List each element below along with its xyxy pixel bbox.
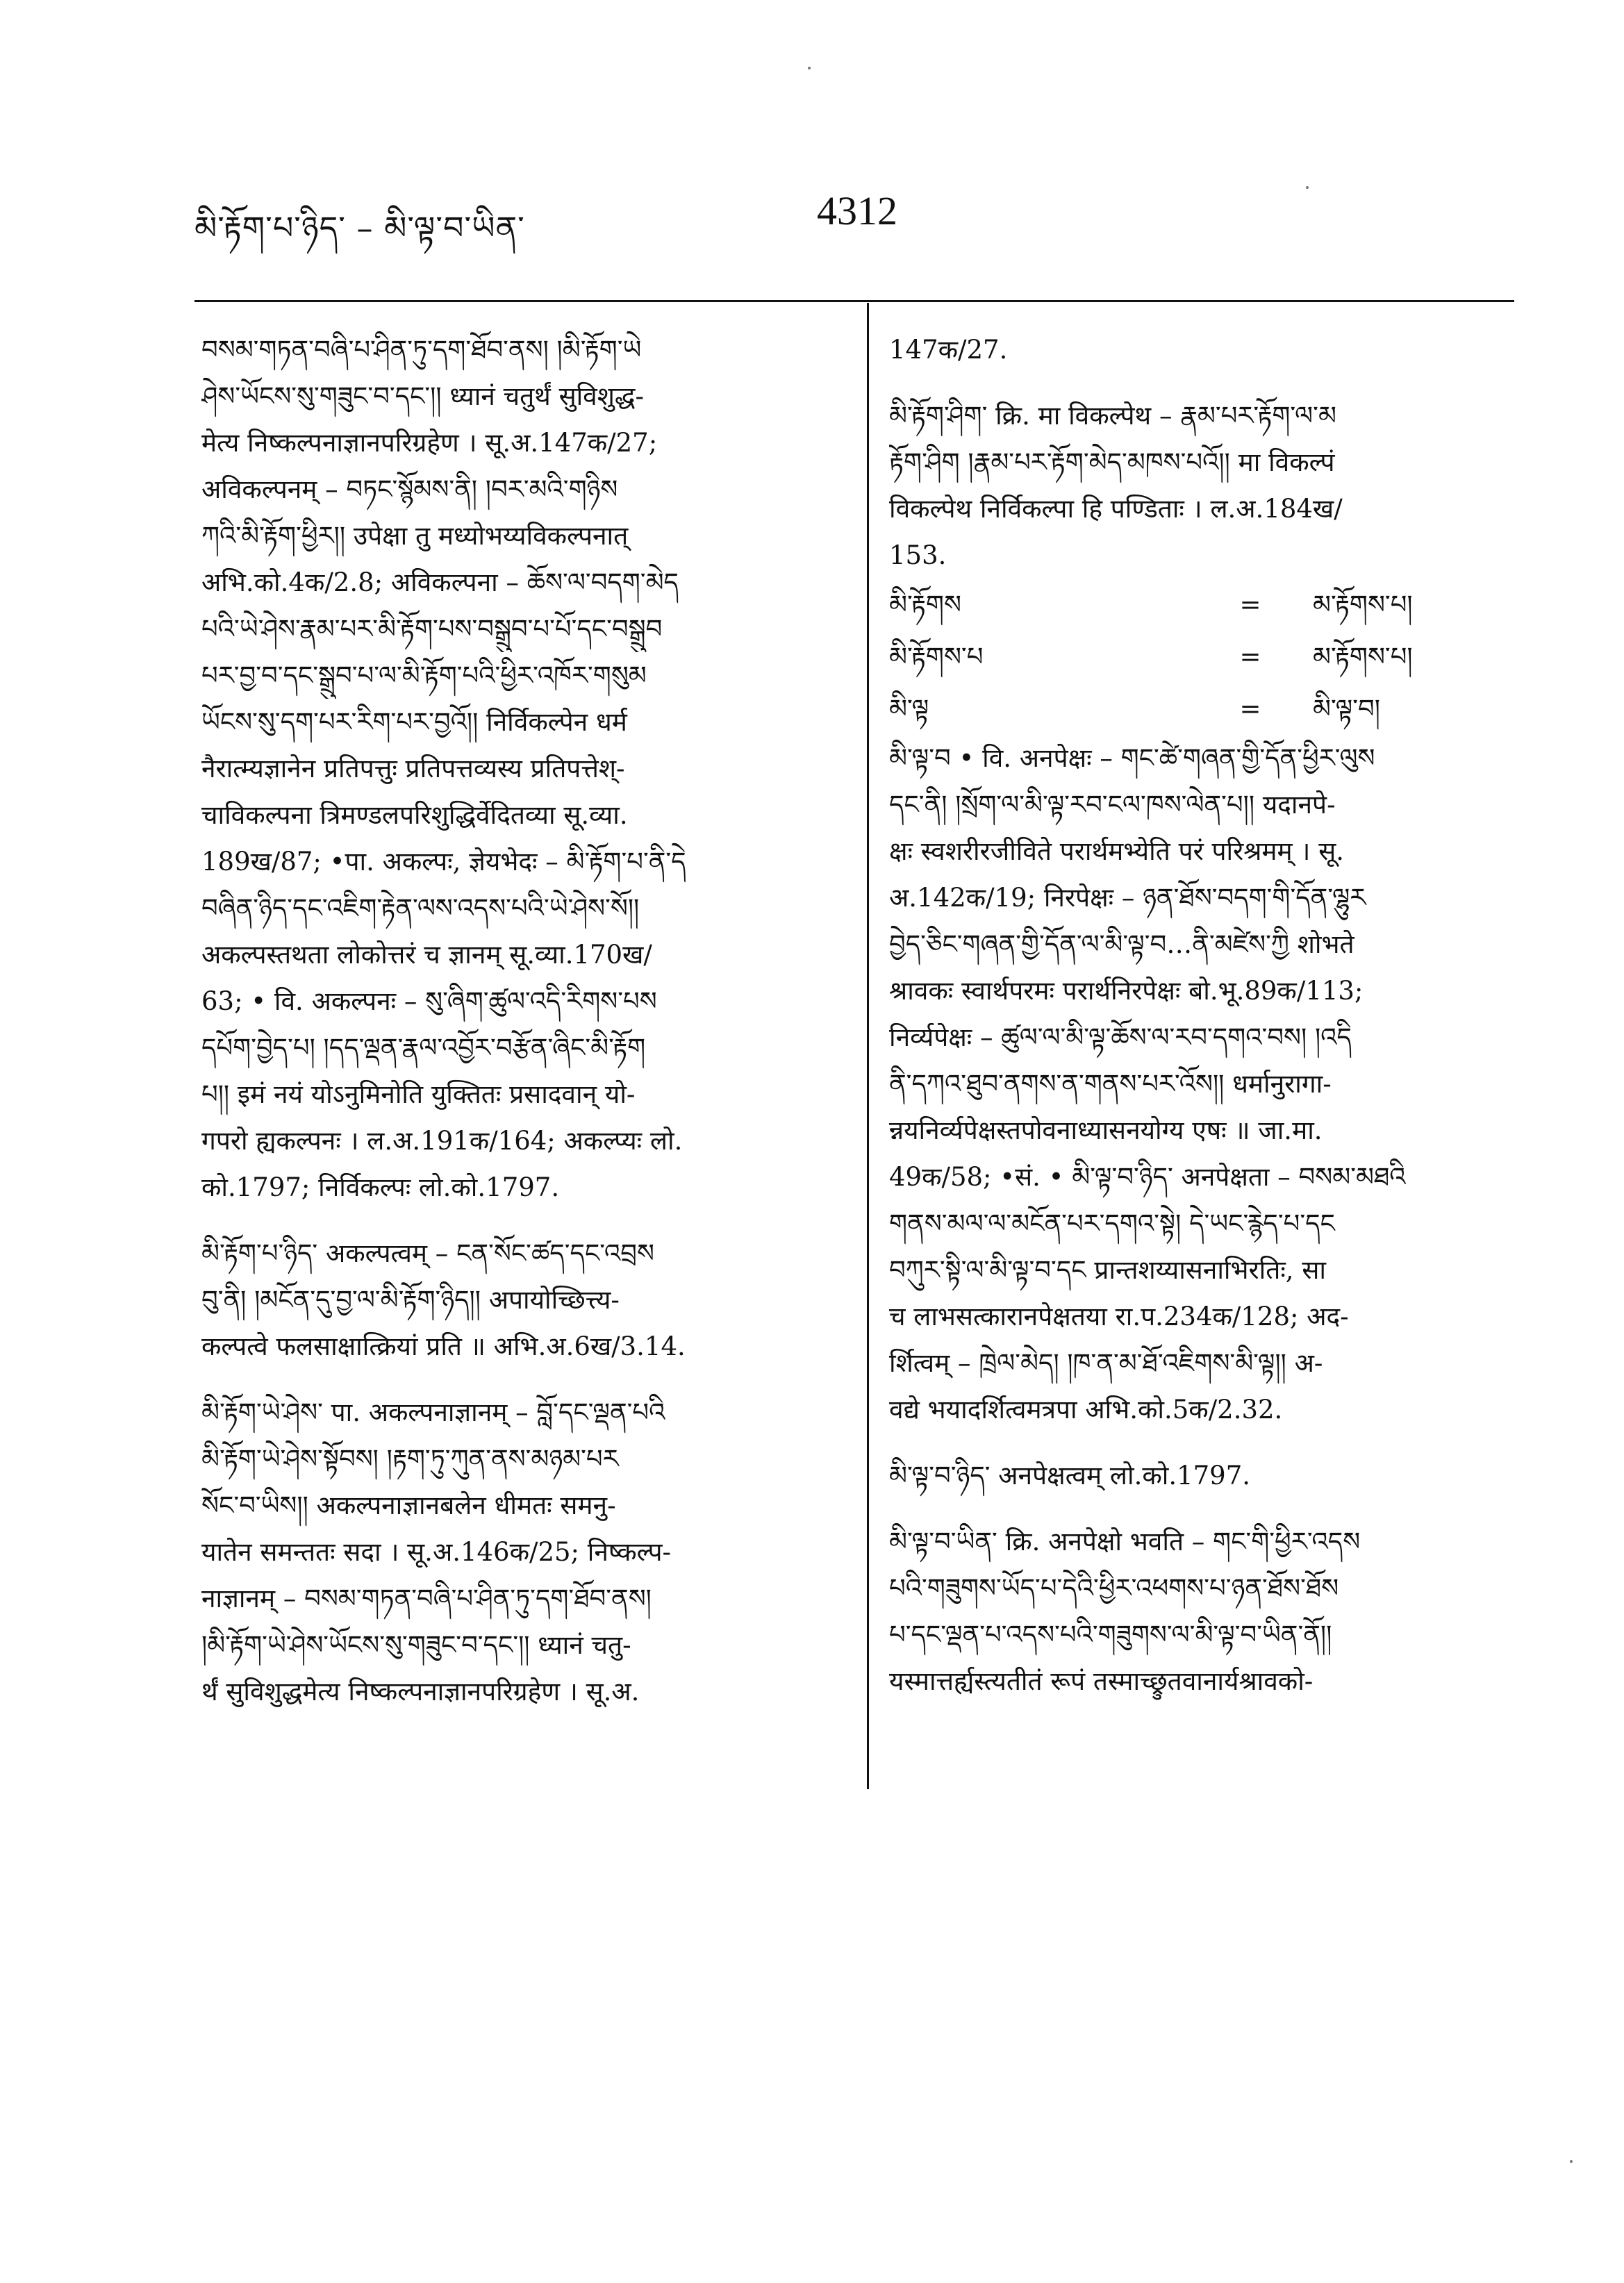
header-rule: [194, 300, 1514, 302]
cross-reference-list: [889, 579, 1514, 735]
text-line: མི་ལྟ་བ་ཡིན་ क्रि. अनपेक्षो भवति – གང་གི་ཕྱིར་འདས: [889, 1527, 1361, 1556]
cross-reference-row: [889, 631, 1514, 683]
text-line: མི་ལྟ་བ་ཉིད་ अनपेक्षत्वम् लो.को.1797.: [889, 1461, 1251, 1491]
right-column: [889, 326, 1514, 1704]
text-line: यातेन समन्ततः सदा । सू.अ.146क/25; निष्कल्प-: [201, 1537, 672, 1567]
text-line: དཔོག་བྱེད་པ། །དད་ལྡན་རྣལ་འབྱོར་བརྩོན་ཞིང་མི་རྟོག: [201, 1033, 646, 1063]
text-line: སོང་བ་ཡིས།། अकल्पनाज्ञानबलेन धीमतः समनु-: [201, 1491, 616, 1520]
right-column-bottom: [889, 735, 1514, 1704]
cross-reference-row: [889, 683, 1514, 735]
xref-term: མི་རྟོགས: [889, 590, 961, 620]
text-line: 147क/27.: [889, 335, 1008, 365]
page-header: [194, 188, 1514, 247]
xref-equals: =: [1239, 642, 1261, 672]
xref-term: མི་རྟོགས་པ: [889, 642, 984, 672]
page-number: 4312: [817, 188, 897, 233]
text-line: བཞིན་ཉིད་དང་འཇིག་རྟེན་ལས་འདས་པའི་ཡེ་ཤེས་སོ།།: [201, 893, 640, 923]
text-line: निर्व्यपेक्षः – ཚུལ་ལ་མི་ལྟ་ཆོས་ལ་རབ་དགའ་བས། །འདི: [889, 1022, 1352, 1052]
text-line: ཡོངས་སུ་དག་པར་རིག་པར་བྱའོ།། निर्विकल्पेन धर्म: [201, 707, 627, 737]
text-line: को.1797; निर्विकल्पः लो.को.1797.: [201, 1172, 560, 1202]
xref-equals: =: [1239, 590, 1261, 620]
text-line: नैरात्म्यज्ञानेन प्रतिपत्तुः प्रतिपत्तव्यस्य प्रतिपत्तेश्-: [201, 754, 625, 783]
text-line: मेत्य निष्कल्पनाज्ञानपरिग्रहेण । सू.अ.147क/27;: [201, 428, 658, 458]
text-line: यस्मात्तर्ह्यस्त्यतीतं रूपं तस्माच्छ्रुतवानार्यश्रावको-: [889, 1666, 1314, 1696]
text-line: བཀུར་སྟི་ལ་མི་ལྟ་བ་དང प्रान्तशय्यासनाभिरतिः, सा: [889, 1255, 1326, 1285]
text-line: 153.: [889, 540, 947, 570]
text-line: 49क/58; •सं. • མི་ལྟ་བ་ཉིད་ अनपेक्षता – བསམ་མཐའི: [889, 1162, 1406, 1192]
text-line: བསམ་གཏན་བཞི་པ་ཤིན་ཏུ་དག་ཐོབ་ནས། །མི་རྟོག་ཡེ: [201, 335, 642, 365]
entry-gap: [889, 1433, 1514, 1452]
text-line: གནས་མལ་ལ་མངོན་པར་དགའ་སྟེ། དེ་ཡང་རྙེད་པ་དང: [889, 1209, 1335, 1238]
text-line: པའི་གཟུགས་ཡོད་པ་དེའི་ཕྱིར་འཕགས་པ་ཉན་ཐོས་ཐོས: [889, 1573, 1339, 1603]
text-line: བྱེད་ཅིང་གཞན་གྱི་དོན་ལ་མི་ལྟ་བ…ནི་མཛེས་ཀྱི शोभते: [889, 929, 1354, 959]
text-line: नाज्ञानम् – བསམ་གཏན་བཞི་པ་ཤིན་ཏུ་དག་ཐོབ་ནས།: [201, 1584, 652, 1613]
scan-speck: [1306, 186, 1309, 189]
text-line: ཤེས་ཡོངས་སུ་གཟུང་བ་དང་།། ध्यानं चतुर्थं सुविशुद्ध-: [201, 381, 644, 411]
text-line: མི་རྟོག་ཤིག་ क्रि. मा विकल्पेथ – རྣམ་པར་རྟོག་ལ་མ: [889, 401, 1336, 431]
text-line: མི་རྟོག་ཡེ་ཤེས་སྟོབས། །རྟག་ཏུ་ཀུན་ནས་མཉམ་པར: [201, 1444, 619, 1474]
right-column-top: [889, 326, 1514, 579]
text-line: क्षः स्वशरीरजीविते परार्थमभ्येति परं परिश्रमम् । सू.: [889, 836, 1344, 866]
text-line: ནི་དཀའ་ཐུབ་ནགས་ན་གནས་པར་འོས།། धर्मानुरागा-: [889, 1069, 1332, 1099]
text-line: अकल्पस्तथता लोकोत्तरं च ज्ञानम् सू.व्या.170ख/: [201, 940, 652, 970]
entry-gap: [201, 1211, 840, 1230]
text-line: དང་ནི། །སྲོག་ལ་མི་ལྟ་རབ་ངལ་ཁས་ལེན་པ།། यदानपे-: [889, 790, 1336, 820]
xref-term: མི་ལྟ: [889, 694, 929, 724]
text-line: चाविकल्पना त्रिमण्डलपरिशुद्धिर्वेदितव्या सू.व्या.: [201, 800, 628, 830]
xref-target: མི་ལྟ་བ།: [1313, 694, 1380, 724]
text-line: མི་ལྟ་བ • वि. अनपेक्षः – གང་ཚེ་གཞན་གྱི་དོན་ཕྱིར་ལུས: [889, 743, 1375, 773]
scan-speck: [1570, 2160, 1573, 2163]
text-line: न्नयनिर्व्यपेक्षस्तपोवनाध्यासनयोग्य एषः ॥ जा.मा.: [889, 1115, 1323, 1145]
running-head: མི་རྟོག་པ་ཉིད་ – མི་ལྟ་བ་ཡིན་: [194, 209, 525, 247]
text-line: अभि.को.4क/2.8; अविकल्पना – ཆོས་ལ་བདག་མེད: [201, 567, 679, 597]
xref-target: མ་རྟོགས་པ།: [1313, 590, 1413, 620]
cross-reference-row: [889, 579, 1514, 631]
text-line: མི་རྟོག་པ་ཉིད་ अकल्पत्वम् – ངན་སོང་ཚད་དང་འབྲས: [201, 1238, 654, 1268]
text-line: विकल्पेथ निर्विकल्पा हि पण्डिताः । ल.अ.184ख/: [889, 494, 1343, 524]
xref-target: མ་རྟོགས་པ།: [1313, 642, 1413, 672]
scan-speck: [808, 67, 811, 69]
column-divider: [867, 303, 869, 1789]
text-line: པའི་ཡེ་ཤེས་རྣམ་པར་མི་རྟོག་པས་བསྒྲུབ་པ་པོ་དང་བསྒྲུབ: [201, 614, 663, 644]
text-line: པ་དང་ལྡན་པ་འདས་པའི་གཟུགས་ལ་མི་ལྟ་བ་ཡིན་ནོ།།: [889, 1620, 1332, 1650]
text-line: अ.142क/19; निरपेक्षः – ཉན་ཐོས་བདག་གི་དོན་ལྷུར: [889, 883, 1366, 913]
text-line: र्शित्वम् – ཁྲེལ་མེད། །ཁ་ན་མ་ཐོ་འཇིགས་མི་ལྟ།། अ-: [889, 1348, 1323, 1378]
text-line: गपरो ह्यकल्पनः । ल.अ.191क/164; अकल्प्यः लो.: [201, 1126, 683, 1156]
text-line: 189ख/87; •पा. अकल्पः, ज्ञेयभेदः – མི་རྟོག་པ་ནི་དེ: [201, 847, 686, 877]
text-line: བུ་ནི། །མངོན་དུ་བྱ་ལ་མི་རྟོག་ཉིད།། अपायोच्छित्त्य-: [201, 1285, 620, 1315]
xref-equals: =: [1239, 694, 1261, 724]
text-line: རྟོག་ཤིག །རྣམ་པར་རྟོག་མེད་མཁས་པའོ།། मा विकल्पं: [889, 447, 1335, 477]
text-line: པ།། इमं नयं योऽनुमिनोति युक्तितः प्रसादवान् यो-: [201, 1079, 636, 1109]
left-column: [201, 326, 840, 1715]
text-line: श्रावकः स्वार्थपरमः परार्थनिरपेक्षः बो.भू.89क/113;: [889, 976, 1364, 1006]
text-line: च लाभसत्कारानपेक्षतया रा.प.234क/128; अद-: [889, 1302, 1349, 1331]
text-line: མི་རྟོག་ཡེ་ཤེས་ पा. अकल्पनाज्ञानम् – བློ་དང་ལྡན་པའི: [201, 1397, 665, 1427]
entry-gap: [889, 373, 1514, 392]
text-line: वद्ये भयादर्शित्वमत्रपा अभि.को.5क/2.32.: [889, 1395, 1283, 1425]
text-line: कल्पत्वे फलसाक्षात्क्रियां प्रति ॥ अभि.अ.6ख/3.14.: [201, 1331, 686, 1361]
entry-gap: [889, 1499, 1514, 1518]
text-line: र्थं सुविशुद्धमेत्य निष्कल्पनाज्ञानपरिग्रहेण । सू.अ.: [201, 1677, 640, 1707]
text-line: པར་བྱ་བ་དང་སྒྲུབ་པ་ལ་མི་རྟོག་པའི་ཕྱིར་འཁོར་གསུམ: [201, 661, 647, 690]
text-line: །མི་རྟོག་ཡེ་ཤེས་ཡོངས་སུ་གཟུང་བ་དང་།། ध्यानं चतु-: [201, 1630, 631, 1660]
text-line: अविकल्पनम् – བཏང་སྙོམས་ནི། །བར་མའི་གཉིས: [201, 474, 618, 504]
entry-gap: [201, 1370, 840, 1389]
text-line: ཀའི་མི་རྟོག་ཕྱིར།། उपेक्षा तु मध्योभय्यविकल्पनात्: [201, 521, 629, 551]
text-line: 63; • वि. अकल्पनः – སུ་ཞིག་ཚུལ་འདི་རིགས་པས: [201, 986, 657, 1016]
